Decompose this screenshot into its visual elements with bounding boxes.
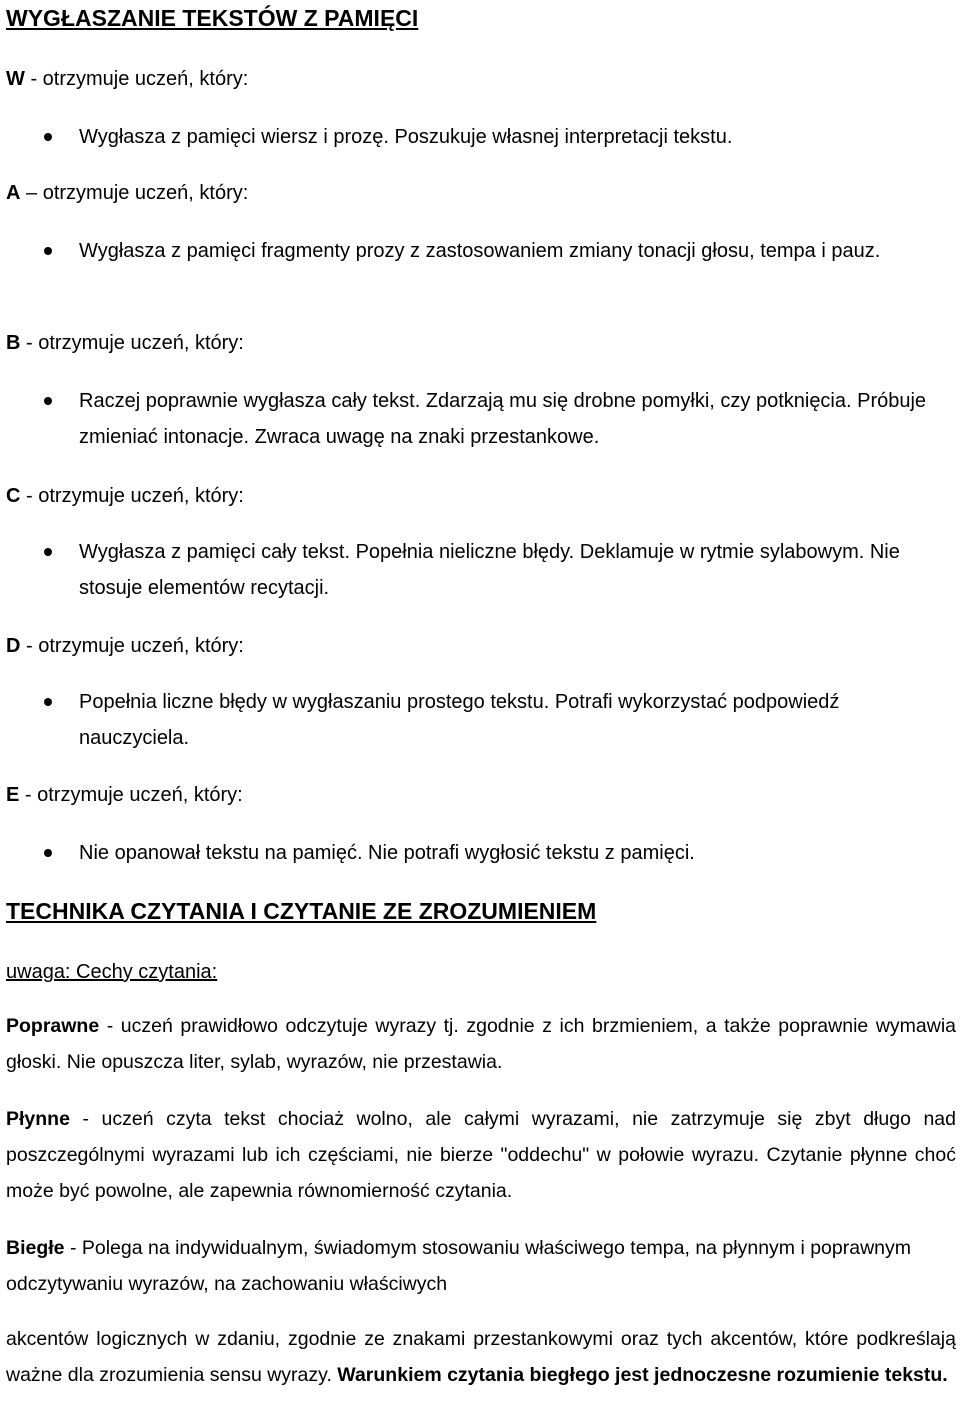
bullet-icon	[44, 548, 52, 556]
grade-criteria-a: Wygłasza z pamięci fragmenty prozy z zastosowaniem zmiany tonacji głosu, tempa i pauz.	[79, 240, 881, 262]
grade-heading-w: W - otrzymuje uczeń, który:	[6, 68, 249, 90]
paragraph-akcenty: akcentów logicznych w zdaniu, zgodnie ze znakami przestankowymi oraz tych akcentów, które podkreślają ważne dla zrozumienia sensu wyrazy. Warunkiem czytania biegłego jest jednoczesne rozumienie tekstu.	[6, 1328, 956, 1386]
grade-criteria-w: Wygłasza z pamięci wiersz i prozę. Poszukuje własnej interpretacji tekstu.	[79, 126, 733, 148]
section-subtitle: uwaga: Cechy czytania:	[6, 961, 218, 983]
section-title-reading: TECHNIKA CZYTANIA I CZYTANIE ZE ZROZUMIENIEM	[6, 898, 597, 924]
grade-heading-d: D - otrzymuje uczeń, który:	[6, 635, 244, 657]
bullet-icon	[44, 698, 52, 706]
grade-heading-b: B - otrzymuje uczeń, który:	[6, 332, 244, 354]
bullet-icon	[44, 849, 52, 857]
grade-heading-a: A – otrzymuje uczeń, który:	[6, 182, 249, 204]
bullet-icon	[44, 247, 52, 255]
grade-criteria-c: Wygłasza z pamięci cały tekst. Popełnia nieliczne błędy. Deklamuje w rytmie sylabowym. Nie stosuje elementów recytacji.	[79, 541, 900, 599]
bullet-icon	[44, 133, 52, 141]
section-title-recitation: WYGŁASZANIE TEKSTÓW Z PAMIĘCI	[6, 5, 419, 31]
grade-heading-e: E - otrzymuje uczeń, który:	[6, 784, 243, 806]
paragraph-plynne: Płynne - uczeń czyta tekst chociaż wolno, ale całymi wyrazami, nie zatrzymuje się zbyt długo nad poszczególnymi wyrazami lub ich częściami, nie bierze "oddechu" w połowie wyrazu. Czytanie płynne choć może być powolne, ale zapewnia równomierność czytania.	[6, 1108, 956, 1202]
grade-criteria-b: Raczej poprawnie wygłasza cały tekst. Zdarzają mu się drobne pomyłki, czy potknięcia. Próbuje zmieniać intonacje. Zwraca uwagę na znaki przestankowe.	[79, 390, 927, 448]
grade-criteria-e: Nie opanował tekstu na pamięć. Nie potrafi wygłosić tekstu z pamięci.	[79, 842, 695, 864]
bullet-icon	[44, 397, 52, 405]
paragraph-poprawne: Poprawne - uczeń prawidłowo odczytuje wyrazy tj. zgodnie z ich brzmieniem, a także poprawnie wymawia głoski. Nie opuszcza liter, sylab, wyrazów, nie przestawia.	[6, 1015, 956, 1073]
grade-heading-c: C - otrzymuje uczeń, który:	[6, 485, 244, 507]
grade-criteria-d: Popełnia liczne błędy w wygłaszaniu prostego tekstu. Potrafi wykorzystać podpowiedź nauczyciela.	[79, 691, 840, 749]
paragraph-biegle: Biegłe - Polega na indywidualnym, świadomym stosowaniu właściwego tempa, na płynnym i poprawnym odczytywaniu wyrazów, na zachowaniu właściwych	[6, 1237, 912, 1295]
